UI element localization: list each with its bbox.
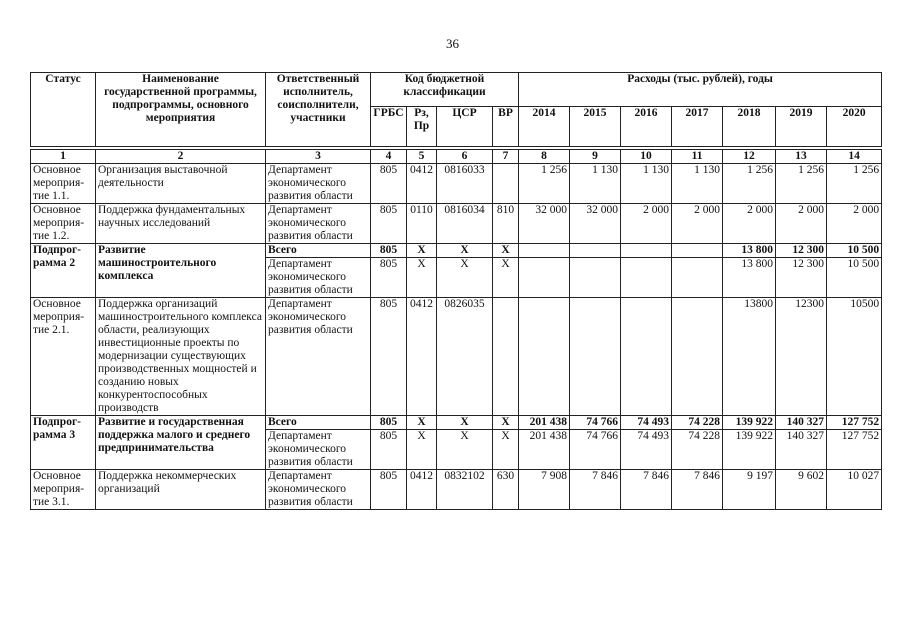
year-2014-cell: 201 438	[519, 416, 570, 430]
year-2014-cell	[519, 244, 570, 258]
header-year: 2019	[776, 107, 827, 147]
rz-cell: Х	[407, 258, 437, 298]
column-number: 1	[31, 150, 96, 164]
rz-cell: 0110	[407, 204, 437, 244]
table-row	[31, 416, 882, 430]
year-2019-cell: 12 300	[776, 258, 827, 298]
responsible-cell: Департамент экономического развития области	[266, 298, 371, 416]
year-2017-cell	[672, 258, 723, 298]
year-2020-cell: 127 752	[827, 416, 882, 430]
column-numbers-row	[31, 150, 882, 164]
year-2017-cell: 7 846	[672, 470, 723, 510]
year-2019-cell: 9 602	[776, 470, 827, 510]
grbs-cell: 805	[371, 298, 407, 416]
year-2015-cell: 74 766	[570, 430, 621, 470]
column-number: 11	[672, 150, 723, 164]
rz-cell: 0412	[407, 470, 437, 510]
year-2015-cell	[570, 244, 621, 258]
header-budget-code: Код бюджетной классификации	[371, 73, 519, 107]
responsible-cell: Департамент экономического развития области	[266, 430, 371, 470]
year-2019-cell: 1 256	[776, 164, 827, 204]
rz-cell: 0412	[407, 298, 437, 416]
name-cell: Поддержка фундаментальных научных исследований	[96, 204, 266, 244]
grbs-cell: 805	[371, 204, 407, 244]
year-2019-cell: 12 300	[776, 244, 827, 258]
year-2018-cell: 139 922	[723, 416, 776, 430]
rz-cell: Х	[407, 244, 437, 258]
responsible-cell: Департамент экономического развития области	[266, 258, 371, 298]
rz-cell: Х	[407, 430, 437, 470]
year-2020-cell: 10 500	[827, 258, 882, 298]
column-number: 8	[519, 150, 570, 164]
year-2017-cell: 74 228	[672, 430, 723, 470]
year-2017-cell: 1 130	[672, 164, 723, 204]
year-2017-cell	[672, 298, 723, 416]
year-2016-cell	[621, 298, 672, 416]
vr-cell: Х	[493, 430, 519, 470]
year-2020-cell: 10 027	[827, 470, 882, 510]
year-2020-cell: 10 500	[827, 244, 882, 258]
column-number: 10	[621, 150, 672, 164]
status-cell: Основное мероприя-тие 1.2.	[31, 204, 96, 244]
rz-cell: 0412	[407, 164, 437, 204]
page-number: 36	[446, 36, 459, 51]
header-rz: Рз, Пр	[407, 107, 437, 147]
vr-cell	[493, 164, 519, 204]
name-cell: Поддержка некоммерческих организаций	[96, 470, 266, 510]
column-number: 14	[827, 150, 882, 164]
header-year: 2017	[672, 107, 723, 147]
name-cell: Развитие машиностроительного комплекса	[96, 244, 266, 298]
year-2016-cell: 74 493	[621, 416, 672, 430]
year-2016-cell: 74 493	[621, 430, 672, 470]
column-number: 7	[493, 150, 519, 164]
table-row	[31, 164, 882, 204]
year-2014-cell: 201 438	[519, 430, 570, 470]
csr-cell: Х	[437, 430, 493, 470]
year-2020-cell: 127 752	[827, 430, 882, 470]
header-csr: ЦСР	[437, 107, 493, 147]
column-number: 5	[407, 150, 437, 164]
responsible-cell: Департамент экономического развития области	[266, 164, 371, 204]
csr-cell: Х	[437, 416, 493, 430]
column-number: 2	[96, 150, 266, 164]
year-2018-cell: 1 256	[723, 164, 776, 204]
year-2020-cell: 1 256	[827, 164, 882, 204]
name-cell: Организация выставочной деятельности	[96, 164, 266, 204]
header-vr: ВР	[493, 107, 519, 147]
header-expenses: Расходы (тыс. рублей), годы	[519, 73, 882, 107]
year-2015-cell: 1 130	[570, 164, 621, 204]
column-number: 3	[266, 150, 371, 164]
csr-cell: 0832102	[437, 470, 493, 510]
year-2018-cell: 2 000	[723, 204, 776, 244]
column-number: 12	[723, 150, 776, 164]
year-2020-cell: 10500	[827, 298, 882, 416]
column-number: 6	[437, 150, 493, 164]
year-2018-cell: 9 197	[723, 470, 776, 510]
year-2019-cell: 12300	[776, 298, 827, 416]
year-2017-cell	[672, 244, 723, 258]
budget-table	[30, 72, 882, 510]
name-cell: Развитие и государственная поддержка малого и среднего предпринимательства	[96, 416, 266, 470]
vr-cell: 630	[493, 470, 519, 510]
header-year: 2014	[519, 107, 570, 147]
table-row	[31, 244, 882, 258]
responsible-cell: Всего	[266, 244, 371, 258]
header-year: 2016	[621, 107, 672, 147]
year-2015-cell	[570, 258, 621, 298]
year-2014-cell: 32 000	[519, 204, 570, 244]
grbs-cell: 805	[371, 244, 407, 258]
year-2020-cell: 2 000	[827, 204, 882, 244]
status-cell: Подпрог-рамма 2	[31, 244, 96, 298]
year-2015-cell: 32 000	[570, 204, 621, 244]
table-row	[31, 470, 882, 510]
column-number: 4	[371, 150, 407, 164]
vr-cell	[493, 298, 519, 416]
grbs-cell: 805	[371, 470, 407, 510]
header-grbs: ГРБС	[371, 107, 407, 147]
year-2015-cell: 7 846	[570, 470, 621, 510]
header-name: Наименование государственной программы, подпрограммы, основного мероприятия	[96, 73, 266, 147]
vr-cell: Х	[493, 244, 519, 258]
year-2014-cell	[519, 298, 570, 416]
grbs-cell: 805	[371, 430, 407, 470]
status-cell: Подпрог-рамма 3	[31, 416, 96, 470]
vr-cell: Х	[493, 416, 519, 430]
status-cell: Основное мероприя-тие 3.1.	[31, 470, 96, 510]
name-cell: Поддержка организаций машиностроительного комплекса области, реализующих инвестиционные проекты по модернизации существующих производственных мощностей и созданию новых конкурентоспособных производств	[96, 298, 266, 416]
year-2019-cell: 140 327	[776, 416, 827, 430]
year-2019-cell: 140 327	[776, 430, 827, 470]
year-2018-cell: 13800	[723, 298, 776, 416]
header-status: Статус	[31, 73, 96, 147]
year-2016-cell	[621, 244, 672, 258]
status-cell: Основное мероприя-тие 1.1.	[31, 164, 96, 204]
year-2014-cell: 1 256	[519, 164, 570, 204]
year-2018-cell: 139 922	[723, 430, 776, 470]
table-row	[31, 298, 882, 416]
csr-cell: 0816034	[437, 204, 493, 244]
status-cell: Основное мероприя-тие 2.1.	[31, 298, 96, 416]
year-2017-cell: 2 000	[672, 204, 723, 244]
csr-cell: 0816033	[437, 164, 493, 204]
grbs-cell: 805	[371, 258, 407, 298]
year-2018-cell: 13 800	[723, 244, 776, 258]
grbs-cell: 805	[371, 416, 407, 430]
year-2016-cell: 7 846	[621, 470, 672, 510]
year-2016-cell: 2 000	[621, 204, 672, 244]
responsible-cell: Департамент экономического развития области	[266, 204, 371, 244]
year-2014-cell: 7 908	[519, 470, 570, 510]
year-2019-cell: 2 000	[776, 204, 827, 244]
header-year: 2020	[827, 107, 882, 147]
grbs-cell: 805	[371, 164, 407, 204]
header-year: 2015	[570, 107, 621, 147]
rz-cell: Х	[407, 416, 437, 430]
table-row	[31, 204, 882, 244]
year-2017-cell: 74 228	[672, 416, 723, 430]
csr-cell: 0826035	[437, 298, 493, 416]
header-responsible: Ответственный исполнитель, соисполнители, участники	[266, 73, 371, 147]
csr-cell: Х	[437, 244, 493, 258]
vr-cell: Х	[493, 258, 519, 298]
year-2014-cell	[519, 258, 570, 298]
csr-cell: Х	[437, 258, 493, 298]
year-2015-cell: 74 766	[570, 416, 621, 430]
column-number: 9	[570, 150, 621, 164]
responsible-cell: Департамент экономического развития области	[266, 470, 371, 510]
year-2018-cell: 13 800	[723, 258, 776, 298]
column-number: 13	[776, 150, 827, 164]
year-2016-cell: 1 130	[621, 164, 672, 204]
responsible-cell: Всего	[266, 416, 371, 430]
year-2015-cell	[570, 298, 621, 416]
header-year: 2018	[723, 107, 776, 147]
vr-cell: 810	[493, 204, 519, 244]
year-2016-cell	[621, 258, 672, 298]
